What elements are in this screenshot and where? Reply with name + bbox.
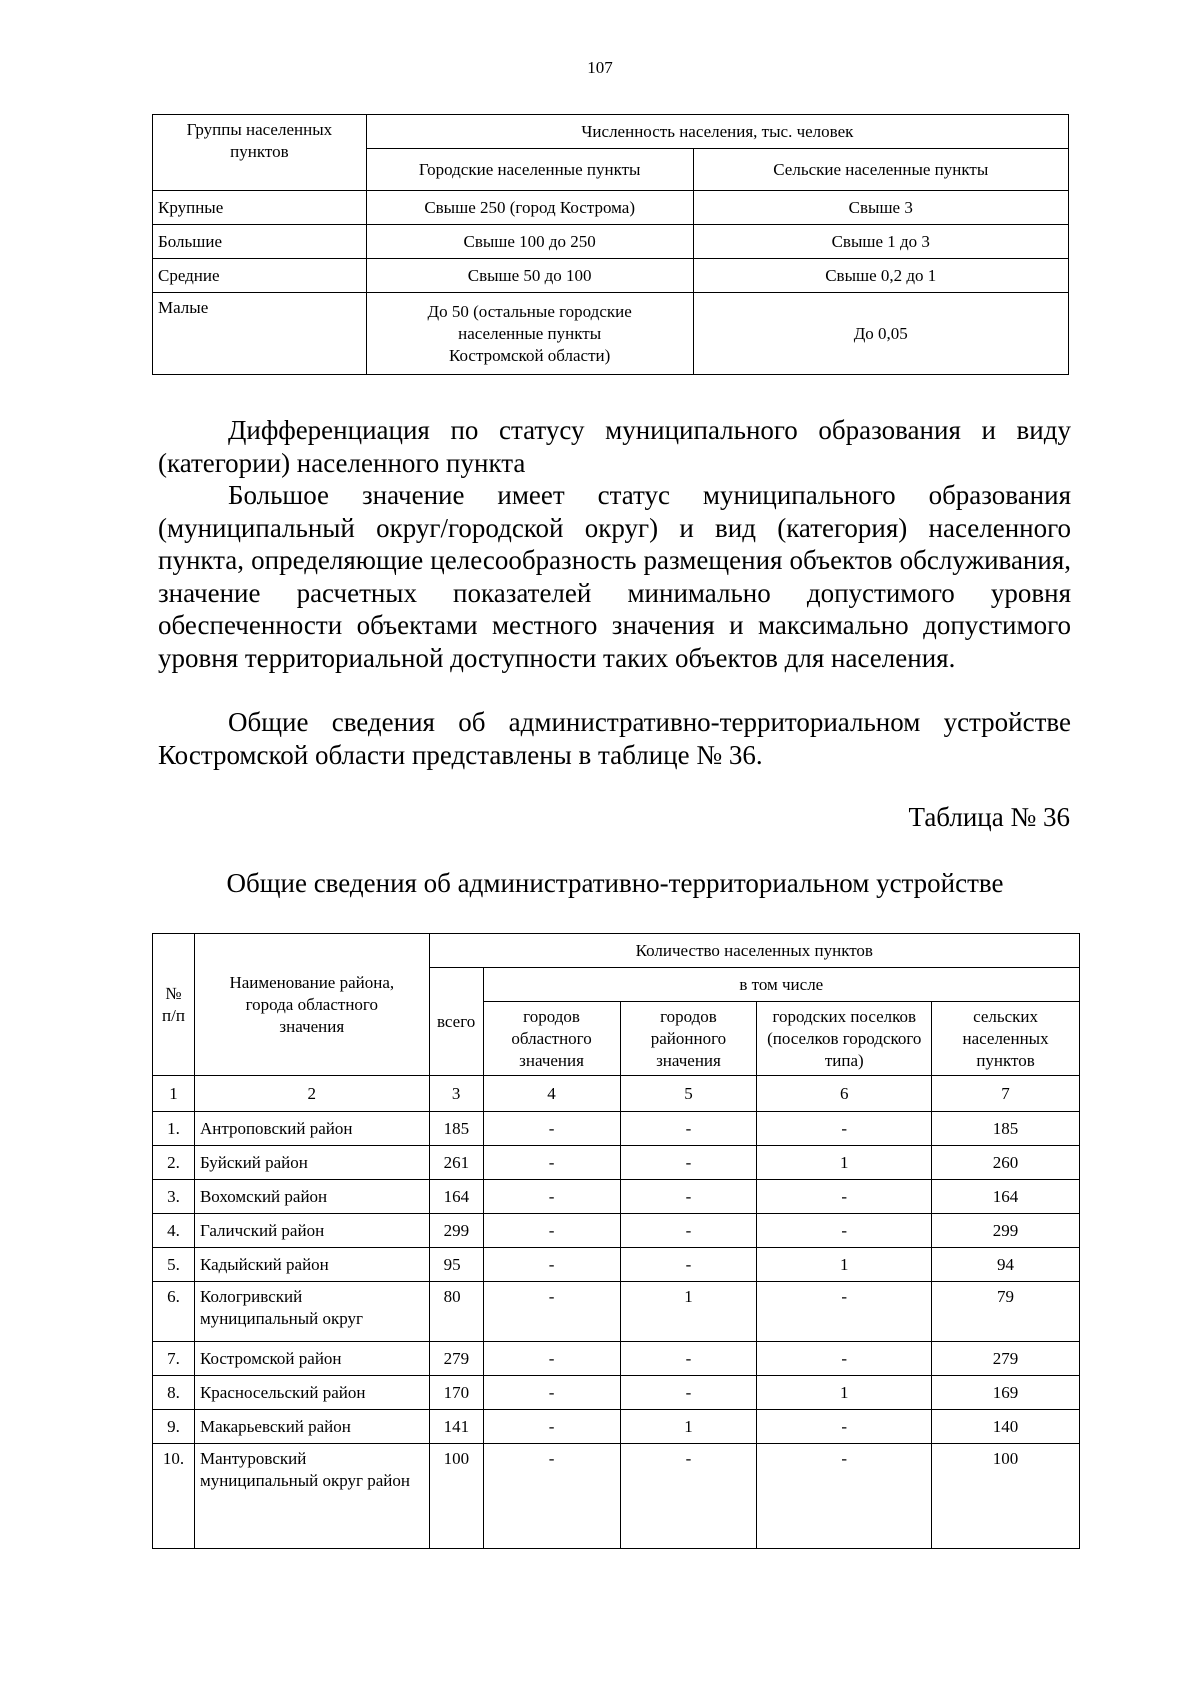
group-cell: Малые	[153, 293, 367, 375]
urban-cell: Свыше 100 до 250	[366, 225, 693, 259]
header-rural: сельских населенных пунктов	[932, 1002, 1080, 1076]
row-number: 9.	[153, 1410, 195, 1444]
row-number: 4.	[153, 1214, 195, 1248]
total-count: 141	[429, 1410, 483, 1444]
total-count: 279	[429, 1342, 483, 1376]
header-cities-district: городов районного значения	[620, 1002, 757, 1076]
cities-regional-count: -	[483, 1342, 620, 1376]
column-number: 3	[429, 1076, 483, 1112]
table-row	[153, 1282, 1080, 1342]
row-number: 3.	[153, 1180, 195, 1214]
district-name: Кадыйский район	[194, 1248, 429, 1282]
table-label: Таблица № 36	[908, 802, 1070, 832]
column-number: 2	[194, 1076, 429, 1112]
settlements-count: 1	[757, 1146, 932, 1180]
table-row	[153, 225, 1069, 259]
district-name: Галичский район	[194, 1214, 429, 1248]
settlements-count: -	[757, 1214, 932, 1248]
district-name: Антроповский район	[194, 1112, 429, 1146]
header-cities-regional: городов областного значения	[483, 1002, 620, 1076]
rural-count: 79	[932, 1282, 1080, 1342]
table-title: Общие сведения об административно-территориальном устройстве	[226, 868, 1004, 898]
table-row	[153, 191, 1069, 225]
cities-district-count: -	[620, 1146, 757, 1180]
settlements-count: -	[757, 1112, 932, 1146]
column-number: 7	[932, 1076, 1080, 1112]
header-no: № п/п	[153, 934, 195, 1076]
rural-count: 299	[932, 1214, 1080, 1248]
page-number: 107	[587, 58, 613, 77]
row-number: 2.	[153, 1146, 195, 1180]
cities-district-count: 1	[620, 1282, 757, 1342]
district-name: Кологривский муниципальный округ	[194, 1282, 429, 1342]
total-count: 185	[429, 1112, 483, 1146]
paragraph-body: Большое значение имеет статус муниципального образования (муниципальный округ/городской округ) и вид (категория) населенного пункта, определяющие целесообразность размещения объектов обслуживания, значение расчетных показателей минимально допустимого уровня обеспеченности объектами местного значения и максимально допустимого уровня территориальной доступности таких объектов для населения.	[158, 480, 1071, 673]
rural-count: 100	[932, 1444, 1080, 1549]
cities-regional-count: -	[483, 1444, 620, 1549]
cities-regional-count: -	[483, 1248, 620, 1282]
urban-cell: Свыше 50 до 100	[366, 259, 693, 293]
column-number: 5	[620, 1076, 757, 1112]
rural-count: 185	[932, 1112, 1080, 1146]
row-number: 1.	[153, 1112, 195, 1146]
header-name: Наименование района, города областного значения	[194, 934, 429, 1076]
column-number-row	[153, 1076, 1080, 1112]
table-row	[153, 1214, 1080, 1248]
column-number: 4	[483, 1076, 620, 1112]
table-row	[153, 259, 1069, 293]
table-row	[153, 1112, 1080, 1146]
settlements-count: -	[757, 1410, 932, 1444]
district-name: Буйский район	[194, 1146, 429, 1180]
cities-regional-count: -	[483, 1214, 620, 1248]
settlements-count: -	[757, 1282, 932, 1342]
population-groups-table	[152, 114, 1069, 375]
total-count: 95	[429, 1248, 483, 1282]
settlements-count: 1	[757, 1248, 932, 1282]
header-count: Количество населенных пунктов	[429, 934, 1079, 968]
settlements-count: -	[757, 1180, 932, 1214]
table-row	[153, 1248, 1080, 1282]
total-count: 80	[429, 1282, 483, 1342]
district-name: Костромской район	[194, 1342, 429, 1376]
district-name: Макарьевский район	[194, 1410, 429, 1444]
cities-regional-count: -	[483, 1376, 620, 1410]
rural-count: 164	[932, 1180, 1080, 1214]
rural-cell: До 0,05	[693, 293, 1068, 375]
cities-district-count: -	[620, 1444, 757, 1549]
column-number: 1	[153, 1076, 195, 1112]
cities-district-count: -	[620, 1248, 757, 1282]
table-header-row	[153, 934, 1080, 968]
urban-cell: До 50 (остальные городские населенные пункты Костромской области)	[366, 293, 693, 375]
group-cell: Большие	[153, 225, 367, 259]
table-row	[153, 1376, 1080, 1410]
rural-count: 94	[932, 1248, 1080, 1282]
district-name: Мантуровский муниципальный округ район	[194, 1444, 429, 1549]
settlements-count: 1	[757, 1376, 932, 1410]
table-header-row	[153, 115, 1069, 149]
table-row	[153, 1410, 1080, 1444]
column-number: 6	[757, 1076, 932, 1112]
header-population: Численность населения, тыс. человек	[366, 115, 1068, 149]
total-count: 164	[429, 1180, 483, 1214]
paragraph-reference: Общие сведения об административно-территориальном устройстве Костромской области представлены в таблице № 36.	[158, 707, 1071, 770]
row-number: 10.	[153, 1444, 195, 1549]
rural-count: 279	[932, 1342, 1080, 1376]
header-settlements: городских поселков (поселков городского типа)	[757, 1002, 932, 1076]
cities-district-count: -	[620, 1214, 757, 1248]
total-count: 100	[429, 1444, 483, 1549]
table-row	[153, 1342, 1080, 1376]
header-including: в том числе	[483, 968, 1079, 1002]
district-name: Красносельский район	[194, 1376, 429, 1410]
table-row	[153, 1180, 1080, 1214]
row-number: 8.	[153, 1376, 195, 1410]
cities-district-count: -	[620, 1342, 757, 1376]
cities-regional-count: -	[483, 1146, 620, 1180]
rural-count: 140	[932, 1410, 1080, 1444]
urban-cell: Свыше 250 (город Кострома)	[366, 191, 693, 225]
cities-regional-count: -	[483, 1282, 620, 1342]
rural-cell: Свыше 3	[693, 191, 1068, 225]
table-row	[153, 1444, 1080, 1549]
total-count: 170	[429, 1376, 483, 1410]
table-row	[153, 293, 1069, 375]
paragraph-heading: Дифференциация по статусу муниципального образования и виду (категории) населенного пункта	[158, 415, 1071, 478]
table-row	[153, 1146, 1080, 1180]
cities-district-count: 1	[620, 1410, 757, 1444]
header-rural: Сельские населенные пункты	[693, 149, 1068, 191]
group-cell: Крупные	[153, 191, 367, 225]
rural-cell: Свыше 1 до 3	[693, 225, 1068, 259]
rural-cell: Свыше 0,2 до 1	[693, 259, 1068, 293]
rural-count: 169	[932, 1376, 1080, 1410]
row-number: 6.	[153, 1282, 195, 1342]
district-name: Вохомский район	[194, 1180, 429, 1214]
total-count: 261	[429, 1146, 483, 1180]
settlements-count: -	[757, 1444, 932, 1549]
total-count: 299	[429, 1214, 483, 1248]
group-cell: Средние	[153, 259, 367, 293]
header-total: всего	[429, 968, 483, 1076]
header-urban: Городские населенные пункты	[366, 149, 693, 191]
cities-regional-count: -	[483, 1410, 620, 1444]
row-number: 5.	[153, 1248, 195, 1282]
rural-count: 260	[932, 1146, 1080, 1180]
cities-regional-count: -	[483, 1112, 620, 1146]
header-group: Группы населенных пунктов	[153, 115, 367, 191]
cities-district-count: -	[620, 1180, 757, 1214]
cities-district-count: -	[620, 1376, 757, 1410]
admin-territorial-table	[152, 933, 1080, 1549]
row-number: 7.	[153, 1342, 195, 1376]
cities-district-count: -	[620, 1112, 757, 1146]
cities-regional-count: -	[483, 1180, 620, 1214]
settlements-count: -	[757, 1342, 932, 1376]
